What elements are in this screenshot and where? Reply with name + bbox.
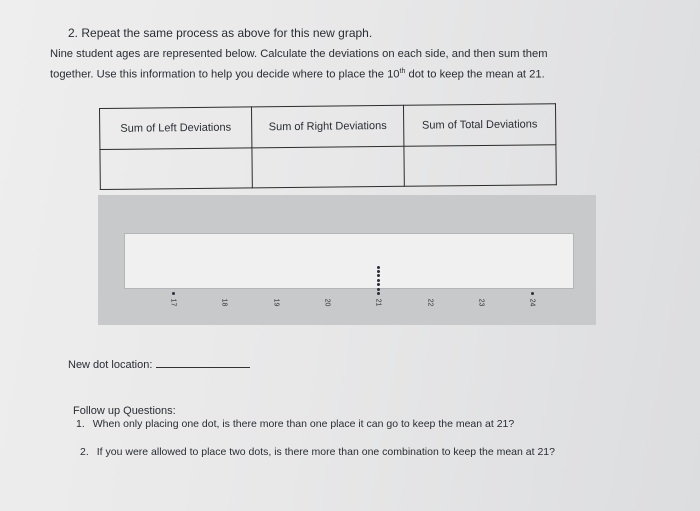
x-tick-label: 24 [528,298,536,307]
data-dot [377,292,380,295]
instructions-line-2-after: dot to keep the mean at 21. [405,68,545,81]
table-answer-row [100,145,556,190]
followup-q1-text: When only placing one dot, is there more than one place it can go to keep the mean at 21? [92,418,515,430]
followup-question-1 [76,418,514,430]
followup-q2-text: If you were allowed to place two dots, is there more than one combination to keep the mean at 21? [96,446,555,458]
question-instructions [50,46,650,84]
x-tick-label: 21 [374,298,382,307]
followup-q1-number: 1. [76,418,85,430]
x-tick-label: 19 [271,298,279,307]
x-tick-label: 22 [425,298,433,307]
dot-plot [98,195,596,325]
followup-q2-number: 2. [80,446,89,458]
followup-heading: Follow up Questions: [73,405,176,417]
x-tick-label: 20 [323,298,331,307]
answer-cell-right[interactable] [252,146,404,188]
header-total-deviations: Sum of Total Deviations [403,104,555,147]
instructions-line-2 [50,63,650,84]
table-header-row [100,104,556,150]
data-dot [377,283,380,286]
ordinal-suffix: th [399,68,406,75]
question-title-text: Repeat the same process as above for this new graph. [81,26,373,40]
dot-plot-frame [124,233,574,289]
new-dot-answer-blank[interactable] [156,367,250,368]
x-tick-label: 18 [220,298,228,307]
data-dot [172,292,175,295]
new-dot-label: New dot location: [68,359,153,371]
followup-question-2 [80,446,555,458]
answer-cell-total[interactable] [404,145,556,187]
instructions-line-2-before: together. Use this information to help you decide where to place the 10 [50,68,400,81]
data-dot [377,270,380,273]
deviations-table [99,103,557,190]
data-dot [531,292,534,295]
question-number: 2. [68,26,79,40]
instructions-line-1: Nine student ages are represented below. Calculate the deviations on each side, and then sum them [50,48,548,60]
x-tick-label: 17 [169,298,177,307]
x-tick-label: 23 [477,298,485,307]
data-dot [377,279,380,282]
data-dot [377,288,380,291]
header-right-deviations: Sum of Right Deviations [251,105,403,148]
header-left-deviations: Sum of Left Deviations [100,107,252,150]
new-dot-location [68,359,250,371]
answer-cell-left[interactable] [100,148,252,190]
question-title [68,26,372,40]
data-dot [377,266,380,269]
